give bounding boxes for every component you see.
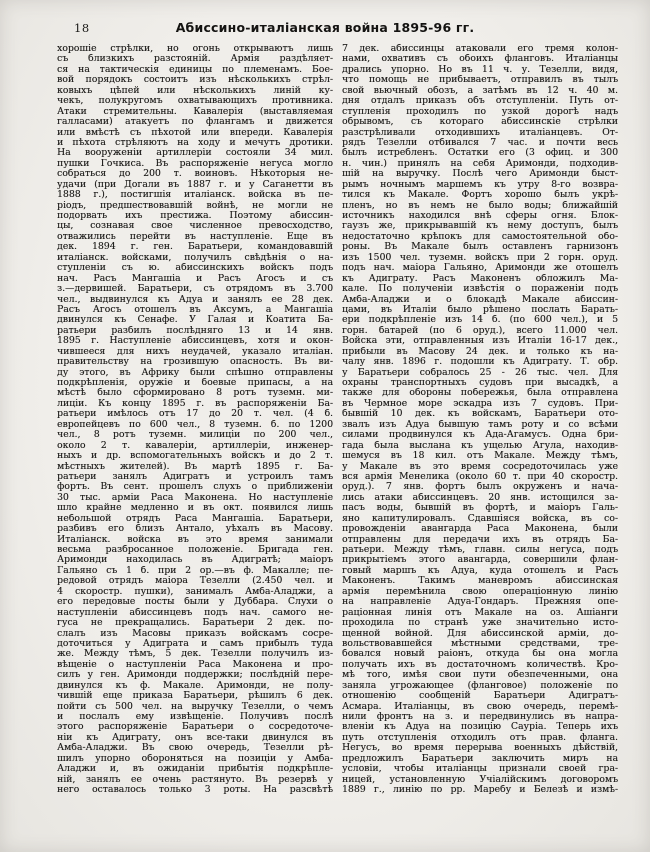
text-line: 1888 г.), постигшія италіанск. войска въ пе- [57,190,333,201]
text-line: пленъ, но въ немъ не было воды; ближайшій [342,200,618,211]
text-line: изъ 1500 чел. туземн. войскъ при 2 горн. оруд. [342,252,618,263]
text-line: съ близкихъ разстояній. Армія раздѣляет- [57,54,333,65]
text-line: редовой отрядъ маіора Тезелли (2.450 чел. и [57,576,333,587]
text-line: этого распоряженіе Баратьери о сосредоточе- [57,722,333,733]
text-line: кале. По полученіи извѣстія о пораженіи подъ [342,284,618,295]
text-line: на направленіе Адуа-Гондаръ. Прежняя опе- [342,597,618,608]
text-line: Аримонди находилась въ Адигратѣ; маіоръ [57,555,333,566]
text-line: 1889 г., линію по рр. Маребу и Белезѣ и измѣ- [342,785,618,796]
text-line: Расъ Агосъ отошелъ въ Аксумъ, а Мангашіа [57,304,333,315]
page-number: 18 [74,21,90,35]
text-line: недостаточно крѣпокъ для самостоятельной обо- [342,231,618,242]
text-line: пасъ воды, бывшій въ фортѣ, и маіоръ Галь- [342,503,618,514]
text-line: слалъ изъ Масовы приказъ войскамъ сосре- [57,628,333,639]
text-line: собраться до 200 т. воиновъ. Нѣкоторыя не- [57,169,333,180]
text-line: подкрѣпленія, оружіе и боевые припасы, а на [57,378,333,388]
text-columns [57,44,617,796]
text-line: ся на тактическія единицы по племенамъ. Бое- [57,64,333,75]
text-line: ратьери разбилъ послѣдняго 13 и 14 янв. [57,325,333,336]
text-line: дня отдалъ приказъ объ отступленіи. Путь от- [342,96,618,107]
text-line: мѣ того, имѣя свои пути обезпеченными, она [342,670,618,681]
text-line: бывшій 10 дек. къ войскамъ, Баратьери ото- [342,409,618,420]
text-line: 4 скоростр. пушки), занималъ Амба-Аладжи, а [57,586,333,597]
text-line: нач. Расъ Мангашіа и Расъ Агосъ и съ [57,273,333,284]
text-line: его передовые посты были у Дуббара. Слухи о [57,597,333,608]
text-line: заняла угрожающее (фланговое) положеніе по [342,680,618,691]
text-line: чившій еще приказа Баратьери, рѣшилъ 6 дек. [57,691,333,702]
text-line: армія перемѣнила свою операціонную линію [342,586,618,597]
text-line: фортъ. Въ сент. прошелъ слухъ о приближеніи [57,482,333,493]
text-line: На вооруженіи артиллеріи состояли 34 мил. [57,148,333,159]
text-line: источникъ находился внѣ сферы огня. Блок- [342,211,618,221]
text-line: ницей, установленную Учіалійскимъ договоромъ [342,774,618,785]
text-line: звалъ изъ Адуа бывшую тамъ роту и со всѣми [342,419,618,430]
text-line: мѣстныхъ жителей). Въ мартѣ 1895 г. Ба- [57,461,333,472]
text-line: раціонная линія отъ Макале на оз. Ашіанги [342,607,618,618]
text-line: оруд.). 7 янв. фортъ былъ окруженъ и нача- [342,482,618,493]
text-line: европейцевъ по 600 чел., 8 туземн. б. по 1200 [57,419,333,430]
text-line: шло крайне медленно и въ окт. появился лишь [57,503,333,514]
text-line: галласами) атакуетъ по флангамъ и движется [57,117,333,128]
text-line: у Макале въ это время сосредоточилась уже [342,461,618,472]
text-line: Асмара. Италіанцы, въ свою очередь, перемѣ- [342,701,618,712]
text-line: предложилъ Баратьери заключить миръ на [342,753,618,764]
text-line: подорвать ихъ престижа. Поэтому абиссин- [57,211,333,221]
text-line: чалу янв. 1896 г. подошли къ Адиграту. Т. обр. [342,357,618,368]
running-title: Абиссино-италіанская война 1895-96 гг. [175,20,475,35]
text-line: нами, охвативъ съ обоихъ фланговъ. Италіанцы [342,54,618,65]
text-line: шемуся въ 18 кил. отъ Макале. Между тѣмъ, [342,451,618,462]
text-line: вся армія Менелика (около 60 т. при 40 скоростр. [342,471,618,482]
text-line: прибыли въ Масову 24 дек. и только къ на- [342,346,618,357]
text-line: прикрытіемъ этого авангарда, совершили флан- [342,555,618,566]
text-line: ныхъ и др. вспомогательныхъ войскъ и до 2 т. [57,451,333,462]
text-line: къ Адиграту. Расъ Маконенъ обложилъ Ма- [342,273,618,284]
text-line: цами, въ Италіи было рѣшено послать Барать- [342,304,618,315]
text-line: италіанск. войсками, получилъ свѣдѣнія о на- [57,252,333,263]
text-line: былъ истребленъ. Остатки его (3 офиц. и 300 [342,148,618,159]
text-line: охраны транспортныхъ судовъ при высадкѣ, а [342,378,618,388]
text-line: лиціи. Къ концу 1895 г. въ распоряженіи Ба- [57,398,333,409]
text-line: горн. батарей (по 6 оруд.), всего 11.000 чел. [342,325,618,336]
text-line: Маконенъ. Такимъ маневромъ абиссинская [342,576,618,587]
text-line: свой вьючный обозъ, а затѣмъ въ 12 ч. 40 м. [342,85,618,96]
text-line: получать ихъ въ достаточномъ количествѣ. Кро- [342,659,618,670]
text-line: въ Чермное море эскадра изъ 7 судовъ. При- [342,398,618,409]
text-line: обрывомъ, съ котораго абиссинскіе стрѣлки [342,117,618,128]
text-line: гаузъ же, прикрывавшій къ нему доступъ, былъ [342,221,618,232]
text-line: н. чин.) принялъ на себя Аримонди, подходив- [342,158,618,169]
text-line: Амба-Аладжи. Въ свою очередь, Тезелли рѣ- [57,743,333,754]
text-line: проходила по странѣ уже значительно исто- [342,618,618,629]
text-line: разбивъ его близъ Антало, уѣхалъ въ Масову. [57,524,333,535]
text-line: двинулся къ ф. Макале. Аримонди, не полу- [57,680,333,691]
text-line: силъ у ген. Аримонди поддержки; послѣдній пере- [57,670,333,681]
text-line: Негусъ, во время перерыва военныхъ дѣйствій, [342,743,618,754]
right-column [342,44,618,796]
text-line: ери подкрѣпленіе изъ 14 б. (по 600 чел.), и 5 [342,315,618,326]
text-line: 7 дек. абиссинцы атаковали его тремя колон- [342,44,618,54]
text-line: вѣщеніе о наступленіи Раса Маконена и про- [57,659,333,670]
text-line: гада была выслана къ ущелью Агула, находив- [342,440,618,451]
text-line: ніи къ Адиграту, онъ все-таки двинулся въ [57,732,333,743]
text-line: разстрѣливали отходившихъ италіанцевъ. От- [342,127,618,138]
text-line: ріодъ, предшествовавшій войнѣ, не могли не [57,200,333,211]
text-line: удачи (при Догали въ 1887 г. и у Саганетти въ [57,179,333,190]
text-line: дек. 1894 г. ген. Баратьери, командовавшій [57,242,333,253]
text-line: вольствовавшейся мѣстными средствами, тре- [342,638,618,649]
text-line: ступленіи съ ю. абиссинскихъ войскъ подъ [57,263,333,274]
text-line: и послалъ ему извѣщеніе. Получивъ послѣ [57,712,333,722]
text-line: рядъ Тезелли отбивался 7 час. и почти весь [342,137,618,148]
text-line: чел., выдвинулся къ Адуа и занялъ ее 28 дек. [57,294,333,305]
text-line: Гальяно съ 1 б. при 2 ор.—въ ф. Макалле; пе- [57,565,333,576]
text-line: Войска эти, отправленныя изъ Италіи 16-17 дек., [342,336,618,347]
text-line: него оставалось только 3 роты. На разсвѣтѣ [57,785,333,796]
text-line: лись атаки абиссинцевъ. 20 янв. истощился за- [342,492,618,503]
text-line: ратьери занялъ Адигратъ и устроилъ тамъ [57,471,333,482]
text-line: ду этого, въ Африку были спѣшно отправлены [57,367,333,378]
text-line: ступленія проходилъ по узкой дорогѣ надъ [342,106,618,117]
text-line: цы, сознавая свое численное превосходство, [57,221,333,232]
text-line: отправлены для передачи ихъ въ отрядъ Ба- [342,534,618,545]
text-line: Аладжи и, въ ожиданіи прибытія подкрѣпле- [57,764,333,775]
text-line: доточиться у Адиграта и самъ прибылъ туда [57,638,333,649]
text-line: или вмѣстѣ съ пѣхотой или впереди. Кавалерія [57,127,333,138]
text-line: мѣстѣ было сформировано 8 ротъ туземн. ми- [57,388,333,399]
text-line: отважились перейти въ наступленіе. Еще въ [57,231,333,242]
text-line: бовался новый раіонъ, откуда бы она могла [342,649,618,660]
text-line: вой порядокъ состоитъ изъ нѣсколькихъ стрѣл- [57,75,333,86]
text-line: ній, занялъ ее очень растянуто. Въ резервѣ у [57,774,333,785]
text-line: двинулся къ Сенафе. У Галая и Коатита Ба- [57,315,333,326]
text-line: отношенію сообщеній Баратьери Адигратъ- [342,691,618,702]
text-line: небольшой отрядъ Раса Мангашіа. Баратьери, [57,513,333,524]
text-line: щенной войной. Для абиссинской арміи, до- [342,628,618,639]
text-line: вленіи къ Адуа на позицію Сауріа. Теперь ихъ [342,722,618,733]
text-line: пойти съ 500 чел. на выручку Тезелли, о чемъ [57,701,333,712]
text-line: 1895 г. Наступленіе абиссинцевъ, хотя и окон- [57,336,333,347]
text-line: Амба-Аладжи и о блокадѣ Макале абиссин- [342,294,618,305]
text-line: и пѣхота стрѣляютъ на ходу и мечутъ дротики. [57,137,333,148]
text-line: также для обороны побережья, была отправлена [342,388,618,399]
text-line: роны. Въ Макале былъ оставленъ гарнизонъ [342,242,618,253]
text-line: ратьери. Между тѣмъ, главн. силы негуса, подъ [342,545,618,555]
text-line: наступленіи абиссинцевъ подъ нач. самого не- [57,607,333,618]
text-line: ратьери имѣлось отъ 17 до 20 т. чел. (4 б. [57,409,333,420]
text-line: чившееся для нихъ неудачей, указало италіан. [57,346,333,357]
text-line: подъ нач. маіора Гальяно, Аримонди же отошелъ [342,263,618,274]
text-line: у Баратьери собралось 25 - 26 тыс. чел. Для [342,367,618,378]
text-line: весьма разбросанное положеніе. Бригада ген. [57,545,333,555]
text-line: 30 тыс. арміи Раса Маконена. Но наступленіе [57,492,333,503]
text-line: рымъ ночнымъ маршемъ къ утру 8-го возвра- [342,179,618,190]
text-line: говый маршъ къ Адуа, куда отошелъ и Расъ [342,565,618,576]
text-line: шилъ упорно обороняться на позиціи у Амба- [57,753,333,764]
text-line: дрались упорно. Но въ 11 ч. у. Тезелли, видя, [342,64,618,75]
text-line: чекъ, полукругомъ охватывающихъ противника. [57,96,333,107]
text-line: правительству на грозившую опасность. Въ ви- [57,357,333,368]
text-line: чел., 8 ротъ туземн. милиціи по 200 чел., [57,430,333,441]
text-line: ковыхъ цѣпей или нѣсколькихъ линій ку- [57,85,333,96]
text-line: хорошіе стрѣлки, но огонь открываютъ лишь [57,44,333,54]
text-line: силами продвинулся къ Ада-Агамусъ. Одна бри- [342,430,618,441]
text-line: яно капитулировалъ. Сдавшіяся войска, въ со- [342,513,618,524]
text-line: гуса не прекращались. Баратьери 2 дек. по- [57,618,333,629]
text-line: з.—дервишей. Баратьери, съ отрядомъ въ 3.700 [57,284,333,295]
text-line: Атаки стремительны. Кавалерія (выставляемая [57,106,333,117]
text-line: путь отступленія отходилъ отъ прав. фланга. [342,732,618,743]
text-line: что помощь не прибываетъ, отправилъ въ тылъ [342,75,618,86]
text-line: около 2 т. кавалеріи, артиллеріи, инженер- [57,440,333,451]
text-line: Италіанск. войска въ это время занимали [57,534,333,545]
text-line: пушки Гочкиса. Въ распоряженіе негуса могло [57,158,333,169]
text-line: же. Между тѣмъ, 5 дек. Тезелли получилъ из- [57,649,333,660]
text-line: тился къ Макале. Фортъ хорошо былъ укрѣ- [342,190,618,201]
text-line: провожденіи авангарда Раса Маконена, были [342,524,618,535]
text-line: нили фронтъ на з. и передвинулись въ напра- [342,712,618,722]
left-column [57,44,333,796]
text-line: условіи, чтобы италіанцы признали своей гра- [342,764,618,775]
text-line: шій на выручку. Послѣ чего Аримонди быст- [342,169,618,180]
